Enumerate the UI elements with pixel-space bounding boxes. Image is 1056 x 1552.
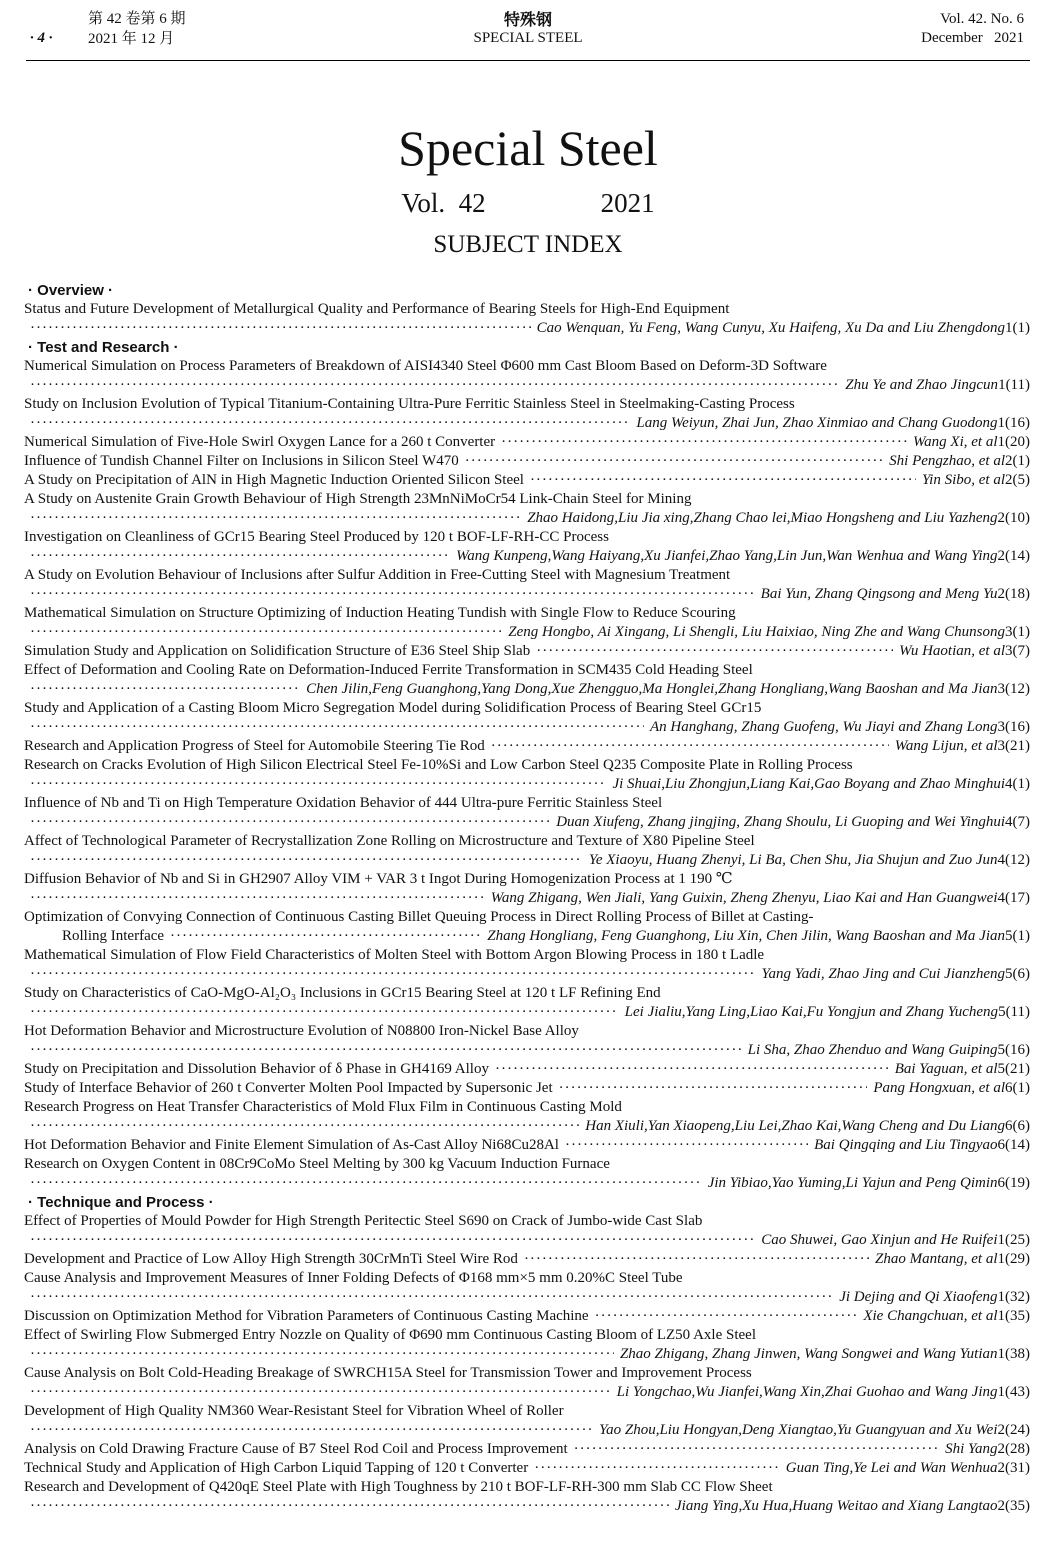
entry-page: 6(6) <box>1005 1118 1030 1134</box>
entry-page: 1(11) <box>998 377 1030 393</box>
entry-authors: Xie Changchuan, et al <box>863 1308 998 1324</box>
entry-authors: Wang Xi, et al <box>913 434 998 450</box>
leader-dots <box>595 1307 858 1326</box>
subject-index-heading: SUBJECT INDEX <box>433 231 623 258</box>
entry-authors: Wang Kunpeng,Wang Haiyang,Xu Jianfei,Zhao Yang,Lin Jun,Wan Wenhua and Wang Ying <box>456 548 998 564</box>
volume-label: Vol. 42 <box>401 188 486 218</box>
entry-authors: Cao Shuwei, Gao Xinjun and He Ruifei <box>761 1232 998 1248</box>
journal-name-en: SPECIAL STEEL <box>473 30 583 46</box>
entry-title: Effect of Properties of Mould Powder for High Strength Peritectic Steel S690 on Crack of Jumbo-wide Cast Slab <box>24 1213 703 1229</box>
leader-dots <box>30 965 755 984</box>
leader-dots <box>501 433 907 452</box>
volume-number: Vol. 42. No. 6 <box>940 11 1024 27</box>
leader-dots <box>30 547 450 566</box>
entry-page: 2(31) <box>997 1460 1030 1476</box>
entry-title: Study on Precipitation and Dissolution Behavior of δ Phase in GH4169 Alloy <box>24 1061 489 1077</box>
entry-title-line <box>24 1022 1030 1041</box>
entry-page: 1(20) <box>997 434 1030 450</box>
entry-title: Research Progress on Heat Transfer Characteristics of Mold Flux Film in Continuous Casting Mold <box>24 1099 622 1115</box>
index-entry-row <box>24 1250 1030 1269</box>
entry-page: 4(7) <box>1005 814 1030 830</box>
entry-title: Mathematical Simulation on Structure Optimizing of Induction Heating Tundish with Single Flow to Reduce Scouring <box>24 605 736 621</box>
entry-authors: Bai Yaguan, et al <box>894 1061 998 1077</box>
entry-authors: Duan Xiufeng, Zhang jingjing, Zhang Shoulu, Li Guoping and Wei Yinghui <box>556 814 1005 830</box>
entry-page: 1(43) <box>997 1384 1030 1400</box>
entry-title-line <box>24 1402 1030 1421</box>
index-entry-row <box>24 737 1030 756</box>
leader-dots <box>30 1231 755 1250</box>
index-entry-row <box>24 927 1030 946</box>
index-entry-row <box>24 718 1030 737</box>
entry-title: Study on Characteristics of CaO-MgO-Al₂O₃ Inclusions in GCr15 Bearing Steel at 120 t LF Refining End <box>24 985 661 1001</box>
leader-dots <box>559 1079 868 1098</box>
entry-page: 2(1) <box>1005 453 1030 469</box>
entry-title-line <box>24 946 1030 965</box>
entry-authors: Jin Yibiao,Yao Yuming,Li Yajun and Peng Qimin <box>707 1175 998 1191</box>
page-number: · 4 · <box>30 30 53 46</box>
entry-page: 3(12) <box>997 681 1030 697</box>
entry-page: 1(16) <box>997 415 1030 431</box>
entry-page: 3(21) <box>997 738 1030 754</box>
leader-dots <box>491 737 889 756</box>
index-entry-row <box>24 1079 1030 1098</box>
entry-title: A Study on Austenite Grain Growth Behaviour of High Strength 23MnNiMoCr54 Link-Chain Steel for Mining <box>24 491 692 507</box>
issue-cn: 第 42 卷第 6 期 <box>88 11 186 27</box>
entry-authors: Pang Hongxuan, et al <box>873 1080 1005 1096</box>
header-rule <box>26 60 1030 61</box>
leader-dots <box>30 813 550 832</box>
entry-title-line <box>24 566 1030 585</box>
entry-title: Status and Future Development of Metallurgical Quality and Performance of Bearing Steels for High-End Equipment <box>24 301 730 317</box>
entry-authors: Lang Weiyun, Zhai Jun, Zhao Xinmiao and Chang Guodong <box>636 415 998 431</box>
index-entry-row <box>24 1497 1030 1516</box>
leader-dots <box>524 1250 869 1269</box>
index-entry-row <box>24 813 1030 832</box>
leader-dots <box>574 1440 939 1459</box>
leader-dots <box>30 509 521 528</box>
entry-page: 2(10) <box>997 510 1030 526</box>
entry-title-line <box>24 1478 1030 1497</box>
entry-title: A Study on Precipitation of AlN in High Magnetic Induction Oriented Silicon Steel <box>24 472 524 488</box>
index-entry-row <box>24 889 1030 908</box>
index-entry-row <box>24 1060 1030 1079</box>
entry-title: Research on Cracks Evolution of High Silicon Electrical Steel Fe-10%Si and Low Carbon Steel Q235 Composite Plate in Rolling Process <box>24 757 853 773</box>
entry-page: 2(35) <box>997 1498 1030 1514</box>
index-entry-row <box>24 1440 1030 1459</box>
entry-authors: Wang Zhigang, Wen Jiali, Yang Guixin, Zheng Zhenyu, Liao Kai and Han Guangwei <box>490 890 998 906</box>
volume-year: 2021 <box>600 188 655 218</box>
entry-title-line <box>24 756 1030 775</box>
leader-dots <box>495 1060 889 1079</box>
entry-page: 6(14) <box>997 1137 1030 1153</box>
entry-title: Hot Deformation Behavior and Finite Element Simulation of As-Cast Alloy Ni68Cu28Al <box>24 1137 559 1153</box>
leader-dots <box>30 319 531 338</box>
entry-title-line <box>24 1155 1030 1174</box>
entry-page: 1(32) <box>997 1289 1030 1305</box>
entry-title: Development and Practice of Low Alloy High Strength 30CrMnTi Steel Wire Rod <box>24 1251 518 1267</box>
entry-authors: Bai Yun, Zhang Qingsong and Meng Yu <box>760 586 998 602</box>
entry-authors: Lei Jialiu,Yang Ling,Liao Kai,Fu Yongjun and Zhang Yucheng <box>624 1004 999 1020</box>
entry-page: 4(1) <box>1005 776 1030 792</box>
entry-title: Effect of Deformation and Cooling Rate on Deformation-Induced Ferrite Transformation in SCM435 Cold Heading Steel <box>24 662 753 678</box>
entry-title: Effect of Swirling Flow Submerged Entry Nozzle on Quality of Φ690 mm Continuous Casting Bloom of LZ50 Axle Steel <box>24 1327 757 1343</box>
entry-page: 3(16) <box>997 719 1030 735</box>
entry-authors: Ji Dejing and Qi Xiaofeng <box>839 1289 998 1305</box>
leader-dots <box>530 471 916 490</box>
leader-dots <box>30 1174 702 1193</box>
entry-authors: Zhao Zhigang, Zhang Jinwen, Wang Songwei and Wang Yutian <box>619 1346 998 1362</box>
index-entry-row <box>24 1459 1030 1478</box>
entry-authors: Yin Sibo, et al <box>921 472 1005 488</box>
entry-title: Study and Application of a Casting Bloom Micro Segregation Model during Solidification Process of Bearing Steel GCr15 <box>24 700 762 716</box>
section-heading: · Technique and Process · <box>28 1194 214 1211</box>
entry-page: 1(35) <box>997 1308 1030 1324</box>
header-center <box>0 10 1056 48</box>
entry-title-line <box>24 300 1030 319</box>
index-entry-row <box>24 1136 1030 1155</box>
index-entry-row <box>24 319 1030 338</box>
index-entry-row <box>24 376 1030 395</box>
entry-title-line <box>24 1098 1030 1117</box>
entry-title-line <box>24 1269 1030 1288</box>
entry-page: 5(6) <box>1005 966 1030 982</box>
entry-title: Research and Application Progress of Steel for Automobile Steering Tie Rod <box>24 738 485 754</box>
entry-title-line <box>24 604 1030 623</box>
index-entry-row <box>24 1117 1030 1136</box>
index-entry-row <box>24 1041 1030 1060</box>
entry-title: Influence of Tundish Channel Filter on Inclusions in Silicon Steel W470 <box>24 453 459 469</box>
date-cn: 2021 年 12 月 <box>88 31 175 47</box>
leader-dots <box>30 414 630 433</box>
entry-page: 5(16) <box>997 1042 1030 1058</box>
entry-authors: Han Xiuli,Yan Xiaopeng,Liu Lei,Zhao Kai,Wang Cheng and Du Liang <box>585 1118 1005 1134</box>
entry-title-line <box>24 395 1030 414</box>
entry-authors: Zhao Haidong,Liu Jia xing,Zhang Chao lei,Miao Hongsheng and Liu Yazheng <box>527 510 998 526</box>
entry-title-line <box>24 1364 1030 1383</box>
entry-authors: Zhang Hongliang, Feng Guanghong, Liu Xin, Chen Jilin, Wang Baoshan and Ma Jian <box>487 928 1005 944</box>
leader-dots <box>170 927 481 946</box>
entry-page: 4(17) <box>997 890 1030 906</box>
index-entry-row <box>24 1345 1030 1364</box>
index-entry-row <box>24 509 1030 528</box>
entry-authors: Li Yongchao,Wu Jianfei,Wang Xin,Zhai Guohao and Wang Jing <box>616 1384 998 1400</box>
entry-title: Rolling Interface <box>62 928 165 944</box>
entry-title-line <box>24 908 1030 927</box>
index-entry-row <box>24 775 1030 794</box>
leader-dots <box>30 775 606 794</box>
index-entry-row <box>24 680 1030 699</box>
entry-authors: Ye Xiaoyu, Huang Zhenyi, Li Ba, Chen Shu, Jia Shujun and Zuo Jun <box>588 852 998 868</box>
entry-page: 2(28) <box>997 1441 1030 1457</box>
entry-title: Hot Deformation Behavior and Microstructure Evolution of N08800 Iron-Nickel Base Alloy <box>24 1023 579 1039</box>
entry-title-line <box>24 832 1030 851</box>
entry-authors: Bai Qingqing and Liu Tingyao <box>814 1137 998 1153</box>
entry-page: 6(19) <box>997 1175 1030 1191</box>
section-heading: · Test and Research · <box>28 339 179 356</box>
entry-title: Research on Oxygen Content in 08Cr9CoMo Steel Melting by 300 kg Vacuum Induction Furnace <box>24 1156 610 1172</box>
leader-dots <box>30 889 485 908</box>
leader-dots <box>30 1117 579 1136</box>
index-entry-row <box>24 452 1030 471</box>
index-entry-row <box>24 1174 1030 1193</box>
index-entry-row <box>24 1307 1030 1326</box>
entry-authors: Chen Jilin,Feng Guanghong,Yang Dong,Xue Zhengguo,Ma Honglei,Zhang Hongliang,Wang Baoshan and Ma Jian <box>306 681 998 697</box>
entry-title: Affect of Technological Parameter of Recrystallization Zone Rolling on Microstructure and Texture of X80 Pipeline Steel <box>24 833 755 849</box>
entry-title: Numerical Simulation on Process Parameters of Breakdown of AISI4340 Steel Φ600 mm Cast Bloom Based on Deform-3D Software <box>24 358 827 374</box>
index-entry-row <box>24 414 1030 433</box>
running-header <box>0 8 1056 54</box>
entry-title: A Study on Evolution Behaviour of Inclusions after Sulfur Addition in Free-Cutting Steel with Magnesium Treatment <box>24 567 731 583</box>
entry-authors: Yang Yadi, Zhao Jing and Cui Jianzheng <box>761 966 1005 982</box>
leader-dots <box>30 1003 619 1022</box>
entry-page: 5(11) <box>998 1004 1030 1020</box>
entry-authors: Wang Lijun, et al <box>894 738 998 754</box>
entry-title-line <box>24 528 1030 547</box>
leader-dots <box>30 1383 611 1402</box>
entry-authors: Shi Pengzhao, et al <box>889 453 1005 469</box>
entry-authors: Cao Wenquan, Yu Feng, Wang Cunyu, Xu Haifeng, Xu Da and Liu Zhengdong <box>536 320 1005 336</box>
leader-dots <box>30 1041 742 1060</box>
index-entry-row <box>24 547 1030 566</box>
entry-title: Development of High Quality NM360 Wear-Resistant Steel for Vibration Wheel of Roller <box>24 1403 564 1419</box>
index-entry-row <box>24 1003 1030 1022</box>
leader-dots <box>536 642 893 661</box>
leader-dots <box>30 1497 669 1516</box>
entry-authors: Yao Zhou,Liu Hongyan,Deng Xiangtao,Yu Guangyuan and Xu Wei <box>599 1422 998 1438</box>
entry-page: 5(21) <box>997 1061 1030 1077</box>
entry-page: 2(18) <box>997 586 1030 602</box>
leader-dots <box>465 452 883 471</box>
entry-page: 1(1) <box>1005 320 1030 336</box>
leader-dots <box>534 1459 780 1478</box>
entry-page: 1(38) <box>997 1346 1030 1362</box>
entry-title: Diffusion Behavior of Nb and Si in GH2907 Alloy VIM + VAR 3 t Ingot During Homogenization Process at 1 190 ℃ <box>24 871 733 887</box>
entry-title: Investigation on Cleanliness of GCr15 Bearing Steel Produced by 120 t BOF-LF-RH-CC Process <box>24 529 609 545</box>
index-entry-row <box>24 1288 1030 1307</box>
entry-authors: Ji Shuai,Liu Zhongjun,Liang Kai,Gao Boyang and Zhao Minghui <box>612 776 1005 792</box>
entry-title: Cause Analysis on Bolt Cold-Heading Breakage of SWRCH15A Steel for Transmission Tower and Improvement Process <box>24 1365 752 1381</box>
leader-dots <box>30 376 839 395</box>
entry-authors: Jiang Ying,Xu Hua,Huang Weitao and Xiang Langtao <box>675 1498 998 1514</box>
journal-name-cn: 特殊钢 <box>503 10 552 29</box>
index-entry-row <box>24 851 1030 870</box>
entry-page: 6(1) <box>1005 1080 1030 1096</box>
entry-authors: Shi Yang <box>945 1441 998 1457</box>
month-year: December 2021 <box>921 30 1024 46</box>
leader-dots <box>565 1136 808 1155</box>
entry-title: Study of Interface Behavior of 260 t Converter Molten Pool Impacted by Supersonic Jet <box>24 1080 553 1096</box>
entry-page: 3(7) <box>1005 643 1030 659</box>
entry-title: Mathematical Simulation of Flow Field Characteristics of Molten Steel with Bottom Argon Blowing Process in 180 t Ladle <box>24 947 765 963</box>
entry-page: 2(5) <box>1005 472 1030 488</box>
entry-page: 5(1) <box>1005 928 1030 944</box>
entry-title-line <box>24 357 1030 376</box>
entry-title-line <box>24 1212 1030 1231</box>
entry-title: Simulation Study and Application on Solidification Structure of E36 Steel Ship Slab <box>24 643 531 659</box>
index-entry-row <box>24 623 1030 642</box>
entry-title: Numerical Simulation of Five-Hole Swirl Oxygen Lance for a 260 t Converter <box>24 434 496 450</box>
index-entry-row <box>24 965 1030 984</box>
index-entry-row <box>24 1421 1030 1440</box>
index-entry-row <box>24 471 1030 490</box>
subject-index-list <box>24 281 1030 1516</box>
entry-page: 2(24) <box>997 1422 1030 1438</box>
entry-page: 3(1) <box>1005 624 1030 640</box>
entry-authors: Li Sha, Zhao Zhenduo and Wang Guiping <box>747 1042 998 1058</box>
index-entry-row <box>24 585 1030 604</box>
page-title: Special Steel <box>398 120 658 176</box>
entry-title: Cause Analysis and Improvement Measures of Inner Folding Defects of Φ168 mm×5 mm 0.20%C Steel Tube <box>24 1270 683 1286</box>
volume-line <box>0 186 1056 220</box>
entry-title-line <box>24 794 1030 813</box>
entry-page: 2(14) <box>997 548 1030 564</box>
entry-page: 4(12) <box>997 852 1030 868</box>
entry-title: Study on Inclusion Evolution of Typical Titanium-Containing Ultra-Pure Ferritic Stainless Steel in Steelmaking-Casting Process <box>24 396 795 412</box>
index-entry-row <box>24 1383 1030 1402</box>
leader-dots <box>30 680 300 699</box>
entry-title-line <box>24 699 1030 718</box>
entry-title-line <box>24 661 1030 680</box>
entry-authors: Zhao Mantang, et al <box>875 1251 998 1267</box>
index-entry-row <box>24 642 1030 661</box>
index-entry-row <box>24 433 1030 452</box>
entry-title-line <box>24 984 1030 1003</box>
entry-title-line <box>24 870 1030 889</box>
entry-authors: Zeng Hongbo, Ai Xingang, Li Shengli, Liu Haixiao, Ning Zhe and Wang Chunsong <box>508 624 1005 640</box>
leader-dots <box>30 585 755 604</box>
leader-dots <box>30 623 502 642</box>
entry-title: Analysis on Cold Drawing Fracture Cause of B7 Steel Rod Coil and Process Improvement <box>24 1441 568 1457</box>
index-entry-row <box>24 1231 1030 1250</box>
entry-authors: Wu Haotian, et al <box>899 643 1005 659</box>
entry-page: 1(29) <box>997 1251 1030 1267</box>
entry-authors: An Hanghang, Zhang Guofeng, Wu Jiayi and Zhang Long <box>650 719 998 735</box>
entry-title: Influence of Nb and Ti on High Temperature Oxidation Behavior of 444 Ultra-pure Ferritic Stainless Steel <box>24 795 663 811</box>
entry-page: 1(25) <box>997 1232 1030 1248</box>
leader-dots <box>30 851 583 870</box>
leader-dots <box>30 1345 614 1364</box>
entry-title-line <box>24 490 1030 509</box>
entry-title-line <box>24 1326 1030 1345</box>
entry-title: Discussion on Optimization Method for Vibration Parameters of Continuous Casting Machine <box>24 1308 589 1324</box>
entry-authors: Guan Ting,Ye Lei and Wan Wenhua <box>785 1460 998 1476</box>
entry-authors: Zhu Ye and Zhao Jingcun <box>845 377 999 393</box>
entry-title: Optimization of Convying Connection of Continuous Casting Billet Queuing Process in Direct Rolling Process of Billet at Casting- <box>24 909 814 925</box>
leader-dots <box>30 718 644 737</box>
entry-title: Technical Study and Application of High Carbon Liquid Tapping of 120 t Converter <box>24 1460 529 1476</box>
header-right <box>921 10 1024 48</box>
entry-title: Research and Development of Q420qE Steel Plate with High Toughness by 210 t BOF-LF-RH-300 mm Slab CC Flow Sheet <box>24 1479 773 1495</box>
leader-dots <box>30 1421 593 1440</box>
leader-dots <box>30 1288 833 1307</box>
section-heading: · Overview · <box>28 282 114 299</box>
